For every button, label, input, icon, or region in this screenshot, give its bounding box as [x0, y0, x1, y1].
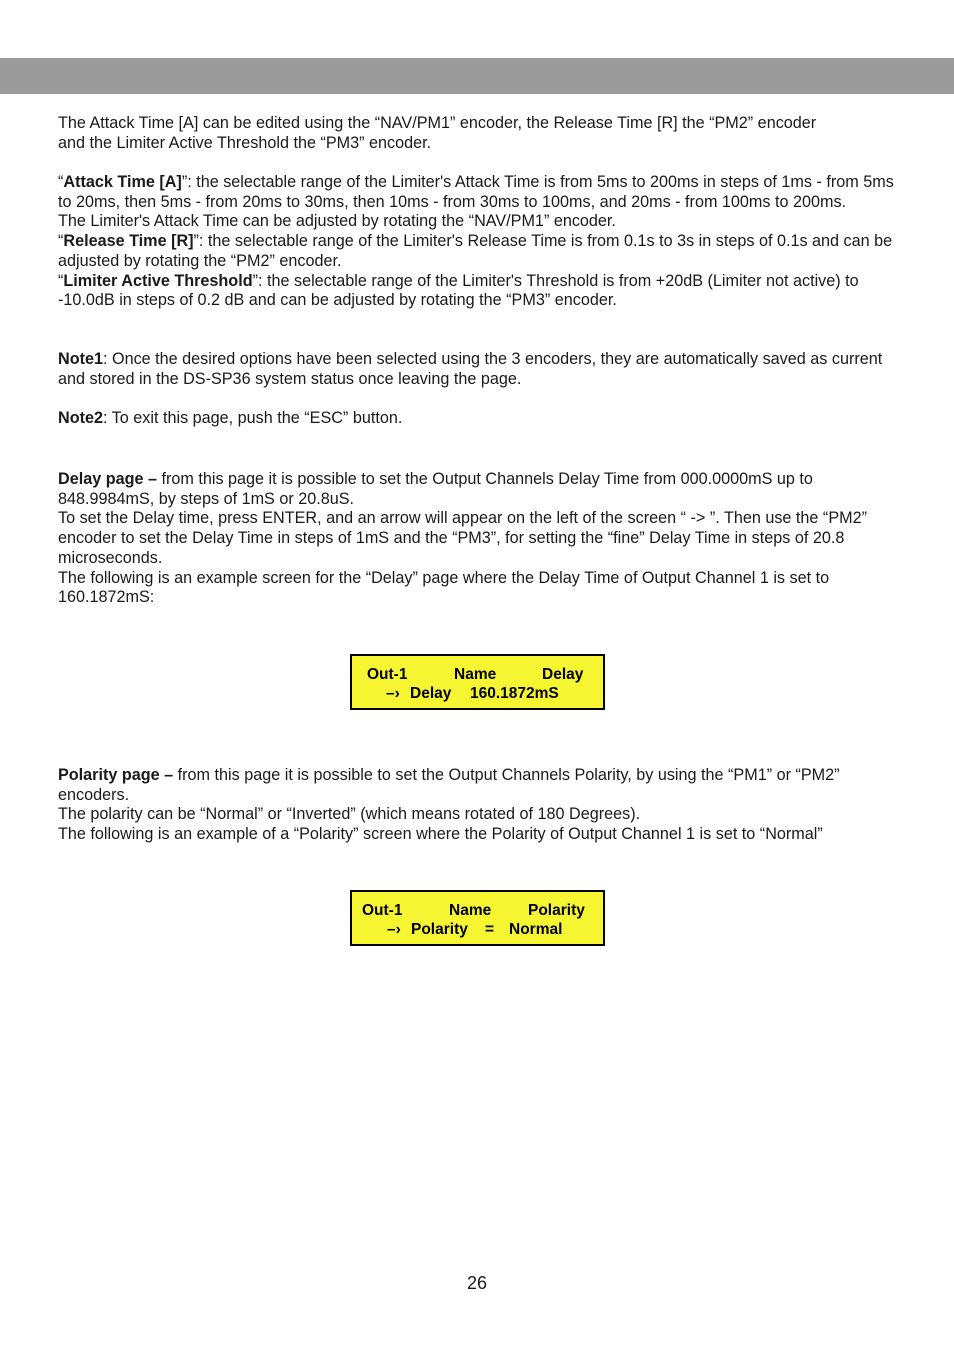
intro-paragraph	[58, 114, 900, 153]
intro-line-1: The Attack Time [A] can be edited using the “NAV/PM1” encoder, the Release Time [R] the “PM2” encoder	[58, 114, 817, 132]
note1-paragraph: Note1: Once the desired options have been selected using the 3 encoders, they are automatically saved as current and stored in the DS-SP36 system status once leaving the page.	[58, 350, 883, 388]
attack-time-paragraph: “Attack Time [A]”: the selectable range of the Limiter's Attack Time is from 5ms to 200ms in steps of 1ms - from 5ms to 20ms, then 5ms - from 20ms to 30ms, then 10ms - from 30ms to 100ms, and 20ms - from 100ms to 200ms.	[58, 173, 894, 211]
polarity-options-paragraph: The polarity can be “Normal” or “Inverted” (which means rotated of 180 Degrees).	[58, 805, 641, 824]
release-time-paragraph: “Release Time [R]”: the selectable range of the Limiter's Release Time is from 0.1s to 3s in steps of 0.1s and can be adjusted by rotating the “PM2” encoder.	[58, 232, 893, 270]
lcd-equals-sign: =	[485, 921, 495, 938]
polarity-section	[58, 766, 900, 845]
lcd-polarity-param: Polarity	[411, 921, 468, 938]
note1-label: Note1	[58, 350, 103, 368]
limiter-parameters	[58, 173, 900, 311]
lcd-page-label: Polarity	[528, 902, 585, 919]
threshold-label: Limiter Active Threshold	[63, 271, 253, 290]
page-number: 26	[466, 1273, 488, 1293]
lcd-polarity-screen	[350, 890, 605, 946]
note2-paragraph: Note2: To exit this page, push the “ESC” button.	[58, 409, 403, 427]
delay-intro-paragraph: Delay page – from this page it is possible to set the Output Channels Delay Time from 000.0000mS up to 848.9984mS, by steps of 1mS or 20.8uS.	[58, 470, 813, 508]
lcd-delay-value: 160.1872mS	[470, 685, 559, 702]
threshold-paragraph: “Limiter Active Threshold”: the selectable range of the Limiter's Threshold is from +20dB (Limiter not active) to -10.0dB in steps of 0.2 dB and can be adjusted by rotating the “PM3” encoder.	[58, 271, 859, 310]
release-time-label: Release Time [R]	[63, 232, 194, 251]
lcd-name-label: Name	[449, 902, 492, 919]
note2-label: Note2	[58, 409, 103, 427]
delay-section	[58, 470, 900, 608]
delay-page-label: Delay page –	[58, 470, 157, 488]
lcd-page-label: Delay	[542, 666, 584, 683]
lcd-channel-label: Out-1	[362, 902, 403, 919]
intro-line-2: and the Limiter Active Threshold the “PM3” encoder.	[58, 133, 432, 152]
lcd-delay-row-2	[352, 684, 603, 703]
attack-adjust-paragraph: The Limiter's Attack Time can be adjusted by rotating the “NAV/PM1” encoder.	[58, 212, 616, 231]
lcd-delay-param: Delay	[410, 685, 452, 702]
attack-time-label: Attack Time [A]	[63, 173, 182, 191]
delay-instructions-paragraph: To set the Delay time, press ENTER, and an arrow will appear on the left of the screen “ -> ”. Then use the “PM2” encoder to set the Delay Time in steps of 1mS and the “PM3”, for setting the “fine” Delay Time in steps of 20.8 microseconds.	[58, 509, 867, 567]
polarity-example-paragraph: The following is an example of a “Polarity” screen where the Polarity of Output Channel 1 is set to “Normal”	[58, 825, 823, 844]
lcd-delay-screen	[350, 654, 605, 710]
polarity-page-label: Polarity page –	[58, 766, 174, 784]
arrow-icon: –›	[387, 921, 401, 938]
polarity-intro-paragraph: Polarity page – from this page it is possible to set the Output Channels Polarity, by using the “PM1” or “PM2” encoders.	[58, 766, 840, 804]
lcd-name-label: Name	[454, 666, 497, 683]
lcd-polarity-value: Normal	[509, 921, 563, 938]
header-band	[0, 58, 954, 94]
lcd-polarity-row-1	[352, 901, 603, 920]
lcd-delay-row-1	[352, 665, 603, 684]
lcd-channel-label: Out-1	[367, 666, 408, 683]
arrow-icon: –›	[386, 685, 400, 702]
delay-example-paragraph: The following is an example screen for the “Delay” page where the Delay Time of Output Channel 1 is set to 160.1872mS:	[58, 568, 830, 607]
lcd-polarity-row-2	[352, 920, 603, 939]
